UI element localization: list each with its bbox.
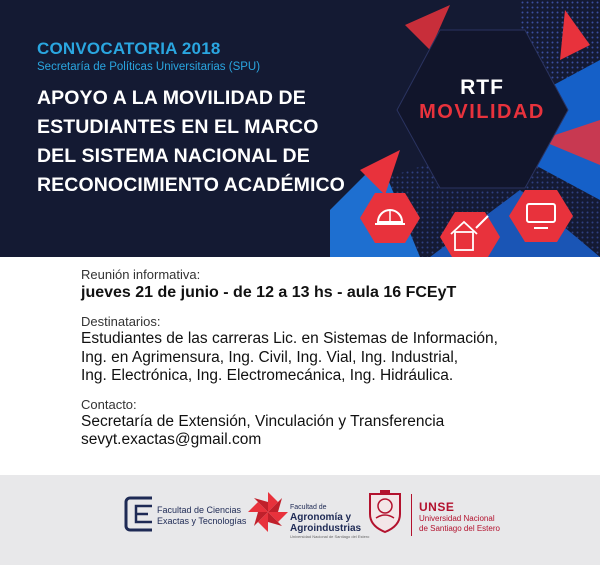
unse-divider	[411, 494, 412, 536]
recipients-line: Estudiantes de las carreras Lic. en Sistemas de Información,	[81, 330, 498, 347]
headline	[37, 84, 397, 200]
headline-line: RECONOCIMIENTO ACADÉMICO	[37, 174, 345, 196]
unse-logo-text	[419, 500, 500, 533]
meeting-section	[81, 266, 581, 303]
recipients-section	[81, 313, 581, 386]
unse-line: Universidad Nacional	[419, 514, 495, 523]
announcement-body	[81, 266, 581, 460]
faya-line: Agroindustrias	[290, 523, 362, 534]
fceyt-logo-text	[157, 505, 246, 527]
unse-crest-icon	[364, 488, 406, 534]
recipients-label: Destinatarios:	[81, 314, 161, 329]
faya-logo-text	[290, 504, 369, 539]
recipients-line: Ing. en Agrimensura, Ing. Civil, Ing. Vial, Ing. Industrial,	[81, 348, 459, 366]
unse-line: de Santiago del Estero	[419, 523, 500, 533]
call-title: CONVOCATORIA 2018	[37, 39, 221, 58]
meeting-detail: jueves 21 de junio - de 12 a 13 hs - aula 16 FCEyT	[81, 284, 457, 301]
fceyt-line: Facultad de Ciencias	[157, 505, 242, 515]
recipients-line: Ing. Electrónica, Ing. Electromecánica, Ing. Hidráulica.	[81, 367, 454, 384]
contact-label: Contacto:	[81, 396, 137, 412]
rtf-badge	[402, 76, 562, 124]
headline-line: ESTUDIANTES EN EL MARCO	[37, 116, 319, 138]
secretaria-subtitle: Secretaría de Políticas Universitarias (SPU)	[37, 61, 261, 73]
headline-line: APOYO A LA MOVILIDAD DE	[37, 87, 306, 109]
fceyt-logo-icon	[122, 494, 156, 534]
badge-bottom-text: MOVILIDAD	[419, 101, 545, 123]
faya-pinwheel-icon	[246, 490, 290, 534]
faya-small-line: Facultad de	[290, 504, 327, 511]
headline-line: DEL SISTEMA NACIONAL DE	[37, 145, 310, 167]
faya-line: Agronomía y	[290, 512, 352, 523]
contact-section	[81, 396, 581, 450]
faya-tiny-line: Universidad Nacional de Santiago del Estero	[290, 534, 370, 539]
header-banner	[0, 0, 600, 257]
badge-top-text: RTF	[460, 76, 504, 99]
contact-office: Secretaría de Extensión, Vinculación y Transferencia	[81, 412, 445, 430]
meeting-label: Reunión informativa:	[81, 267, 201, 282]
contact-email[interactable]: sevyt.exactas@gmail.com	[81, 431, 262, 448]
fceyt-line: Exactas y Tecnologías	[157, 516, 247, 526]
unse-acronym: UNSE	[419, 500, 455, 514]
